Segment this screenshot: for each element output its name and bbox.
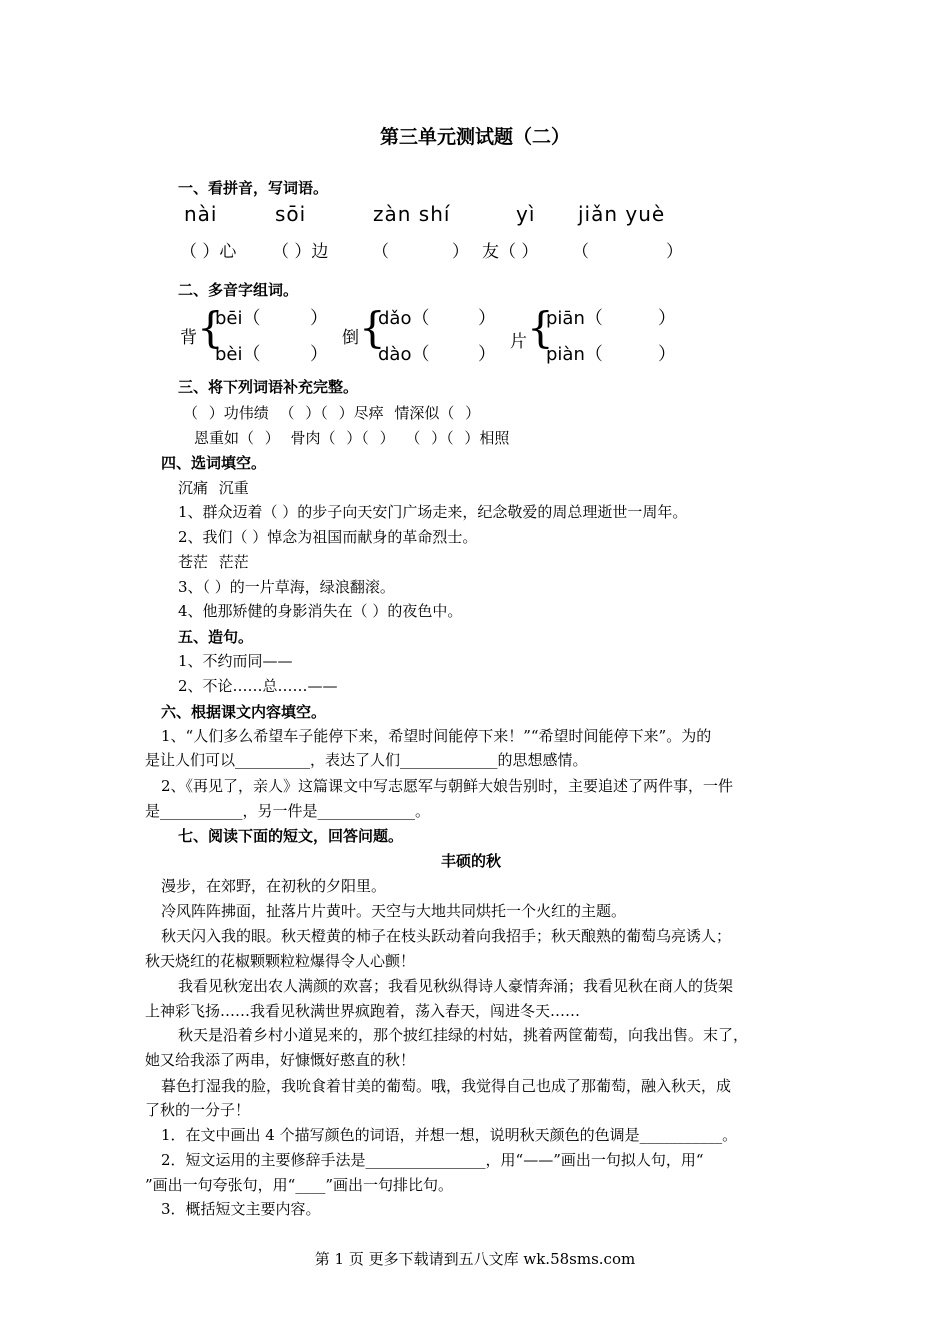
sentence-2: 2、不论……总……——: [178, 677, 338, 695]
question-4-1: 1、群众迈着（ ）的步子向天安门广场走来，纪念敬爱的周总理逝世一周年。: [178, 503, 688, 521]
page-footer: 第 1 页 更多下载请到五八文库 wk.58sms.com: [314, 1250, 636, 1268]
polyphone-char: 片: [510, 332, 527, 352]
paragraph-1: 漫步，在郊野，在初秋的夕阳里。: [161, 877, 387, 895]
paragraph-6b: 了秋的一分子！: [145, 1101, 251, 1119]
paragraph-5a: 秋天是沿着乡村小道晃来的，那个披红挂绿的村姑，挑着两筐葡萄，向我出售。末了，: [178, 1026, 749, 1044]
pinyin-4: yì: [516, 202, 536, 226]
question-4-3: 3、（ ）的一片草海，绿浪翻滚。: [178, 578, 395, 596]
section-3-heading: 三、将下列词语补充完整。: [178, 378, 359, 396]
reading-1-close: ）: [478, 308, 496, 329]
word-choices-1: 沉痛 沉重: [178, 479, 249, 497]
page-title: 第三单元测试题（二）: [379, 126, 570, 148]
pinyin-3: zàn shí: [373, 202, 451, 226]
question-4-2: 2、我们（ ）悼念为祖国而献身的革命烈士。: [178, 528, 478, 546]
paragraph-6a: 暮色打湿我的脸，我吮食着甘美的葡萄。哦，我觉得自己也成了那葡萄，融入秋天，成: [161, 1077, 732, 1095]
question-6-2a: 2、《再见了，亲人》这篇课文中写志愿军与朝鲜大娘告别时，主要追述了两件事，一件: [161, 777, 734, 795]
blank-2: （ ）边: [272, 242, 329, 262]
reading-1-close: ）: [310, 308, 328, 329]
reading-1: dǎo（: [378, 308, 430, 329]
blank-4: 友（ ）: [482, 242, 539, 262]
article-title: 丰硕的秋: [441, 852, 502, 870]
reading-2: dào（: [378, 344, 430, 365]
section-4-heading: 四、选词填空。: [161, 454, 267, 472]
blank-1: （ ）心: [180, 242, 237, 262]
sentence-1: 1、不约而同——: [178, 652, 293, 670]
question-7-2a: 2．短文运用的主要修辞手法是________________，用“——”画出一句拟人句，用“: [161, 1151, 704, 1169]
paragraph-3a: 秋天闪入我的眼。秋天橙黄的柿子在枝头跃动着向我招手；秋天酿熟的葡萄乌亮诱人；: [161, 927, 732, 945]
reading-2: bèi（: [215, 344, 261, 365]
word-choices-2: 苍茫 茫茫: [178, 553, 249, 571]
brace-icon: {: [197, 303, 224, 352]
reading-1: bēi（: [215, 308, 261, 329]
question-7-3: 3．概括短文主要内容。: [161, 1200, 321, 1218]
question-4-4: 4、他那矫健的身影消失在（ ）的夜色中。: [178, 602, 463, 620]
pinyin-1: nài: [184, 202, 218, 226]
question-6-1b: 是让人们可以__________，表达了人们_____________的思想感情。: [145, 751, 588, 769]
idiom-line-2: 恩重如（ ） 骨肉（ ）（ ） （ ）（ ）相照: [194, 429, 510, 447]
section-7-heading: 七、阅读下面的短文，回答问题。: [178, 827, 404, 845]
section-2-heading: 二、多音字组词。: [178, 281, 299, 299]
reading-1: piān（: [546, 308, 603, 329]
pinyin-2: sōi: [275, 202, 307, 226]
polyphone-char: 倒: [342, 328, 359, 348]
blank-3-close: ）: [452, 242, 469, 262]
polyphone-char: 背: [180, 328, 197, 348]
brace-icon: {: [359, 303, 386, 352]
reading-2: piàn（: [546, 344, 603, 365]
reading-2-close: ）: [310, 344, 328, 365]
idiom-line-1: （ ）功伟绩 （ ）（ ）尽瘁 情深似（ ）: [183, 404, 481, 422]
section-1-heading: 一、看拼音，写词语。: [178, 179, 329, 197]
paragraph-2: 冷风阵阵拂面，扯落片片黄叶。天空与大地共同烘托一个火红的主题。: [161, 902, 627, 920]
reading-2-close: ）: [478, 344, 496, 365]
blank-5-close: ）: [666, 242, 683, 262]
section-5-heading: 五、造句。: [178, 628, 254, 646]
reading-1-close: ）: [658, 308, 676, 329]
paragraph-4b: 上神彩飞扬……我看见秋满世界疯跑着，荡入春天，闯进冬天……: [145, 1002, 581, 1020]
blank-3-open: （: [372, 242, 389, 262]
question-7-1: 1．在文中画出 4 个描写颜色的词语，并想一想，说明秋天颜色的色调是___________。: [161, 1126, 738, 1144]
question-6-2b: 是___________，另一件是_____________。: [145, 802, 431, 820]
question-6-1a: 1、“人们多么希望车子能停下来，希望时间能停下来！”“希望时间能停下来”。为的: [161, 727, 712, 745]
paragraph-5b: 她又给我添了两串，好慷慨好憨直的秋！: [145, 1051, 416, 1069]
reading-2-close: ）: [658, 344, 676, 365]
blank-5-open: （: [572, 242, 589, 262]
brace-icon: {: [527, 303, 554, 352]
paragraph-3b: 秋天烧红的花椒颗颗粒粒爆得令人心颤！: [145, 952, 416, 970]
paragraph-4a: 我看见秋宠出农人满颜的欢喜；我看见秋纵得诗人豪情奔涌；我看见秋在商人的货架: [178, 977, 734, 995]
section-6-heading: 六、根据课文内容填空。: [161, 703, 327, 721]
pinyin-5: jiǎn yuè: [578, 202, 666, 226]
question-7-2b: ”画出一句夸张句，用“____”画出一句排比句。: [145, 1176, 454, 1194]
